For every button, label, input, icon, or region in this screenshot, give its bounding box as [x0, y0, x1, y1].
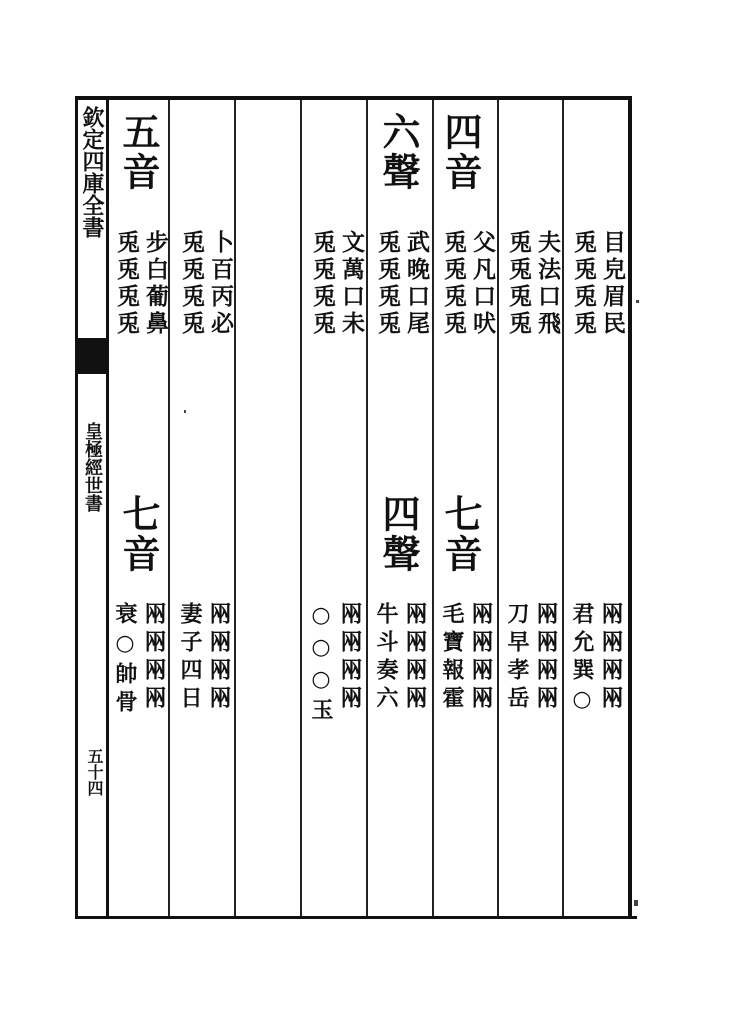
heading-si-yin: 四音: [438, 112, 483, 192]
frame-top-border: [75, 96, 631, 100]
upper-entry-main: 夫法口飛: [534, 230, 561, 338]
lower-entry-main: 㒳㒳㒳㒳: [141, 602, 167, 714]
page-margin: [78, 100, 106, 916]
scan-speck: [184, 410, 186, 413]
lower-entry-main: 㒳㒳㒳㒳: [206, 602, 232, 714]
column-rule: [168, 100, 170, 916]
column-rule: [432, 100, 434, 916]
upper-entry-main: 卜百丙必: [207, 230, 234, 338]
lower-entry-main: 㒳㒳㒳㒳: [468, 602, 494, 714]
fish-tail-mark: [78, 338, 106, 374]
upper-entry-sub: 兎兎兎兎: [113, 230, 140, 338]
lower-entry-sub: 妻子四日: [177, 602, 203, 714]
heading-wu-yin: 五音: [116, 112, 161, 192]
lower-entry-sub: 牛斗奏六: [373, 602, 399, 714]
upper-entry-sub: 兎兎兎兎: [440, 230, 467, 338]
heading-qi-yin: 七音: [438, 494, 483, 574]
column-rule: [497, 100, 499, 916]
lower-entry-main: 㒳㒳㒳㒳: [337, 602, 363, 714]
lower-entry-sub: 衰○帥骨: [112, 602, 138, 718]
collection-title: 欽定四庫全書: [79, 106, 105, 238]
upper-entry-sub: 兎兎兎兎: [570, 230, 597, 338]
upper-entry-main: 文萬口未: [338, 230, 365, 338]
upper-entry-main: 武晚口尾: [403, 230, 430, 338]
column-rule: [234, 100, 236, 916]
scan-speck: [634, 900, 638, 906]
lower-entry-sub: 毛寶報霍: [439, 602, 465, 714]
column-rule: [300, 100, 302, 916]
upper-entry-sub: 兎兎兎兎: [309, 230, 336, 338]
lower-entry-sub: 君允巽○: [569, 602, 595, 718]
lower-entry-main: 㒳㒳㒳㒳: [402, 602, 428, 714]
scan-speck: [636, 300, 639, 303]
column-rule: [366, 100, 368, 916]
heading-qi-yin: 七音: [116, 494, 161, 574]
lower-entry-sub: ○○○玉: [308, 602, 334, 726]
upper-entry-sub: 兎兎兎兎: [178, 230, 205, 338]
lower-entry-main: 㒳㒳㒳㒳: [533, 602, 559, 714]
upper-entry-sub: 兎兎兎兎: [505, 230, 532, 338]
upper-entry-main: 父凡口吠: [469, 230, 496, 338]
lower-entry-sub: 刀早孝岳: [504, 602, 530, 714]
page-number: 五十四: [85, 748, 104, 796]
book-title: 皇極經世書: [82, 422, 103, 512]
upper-entry-main: 目皃眉民: [599, 230, 626, 338]
column-rule: [562, 100, 564, 916]
heading-liu-sheng: 六聲: [376, 112, 421, 192]
upper-entry-main: 步白葡鼻: [142, 230, 169, 338]
frame-inner-left-border: [106, 100, 109, 918]
frame-bottom-border: [75, 916, 637, 919]
heading-si-sheng: 四聲: [376, 494, 421, 574]
upper-entry-sub: 兎兎兎兎: [374, 230, 401, 338]
frame-right-border: [628, 96, 632, 919]
lower-entry-main: 㒳㒳㒳㒳: [598, 602, 624, 714]
